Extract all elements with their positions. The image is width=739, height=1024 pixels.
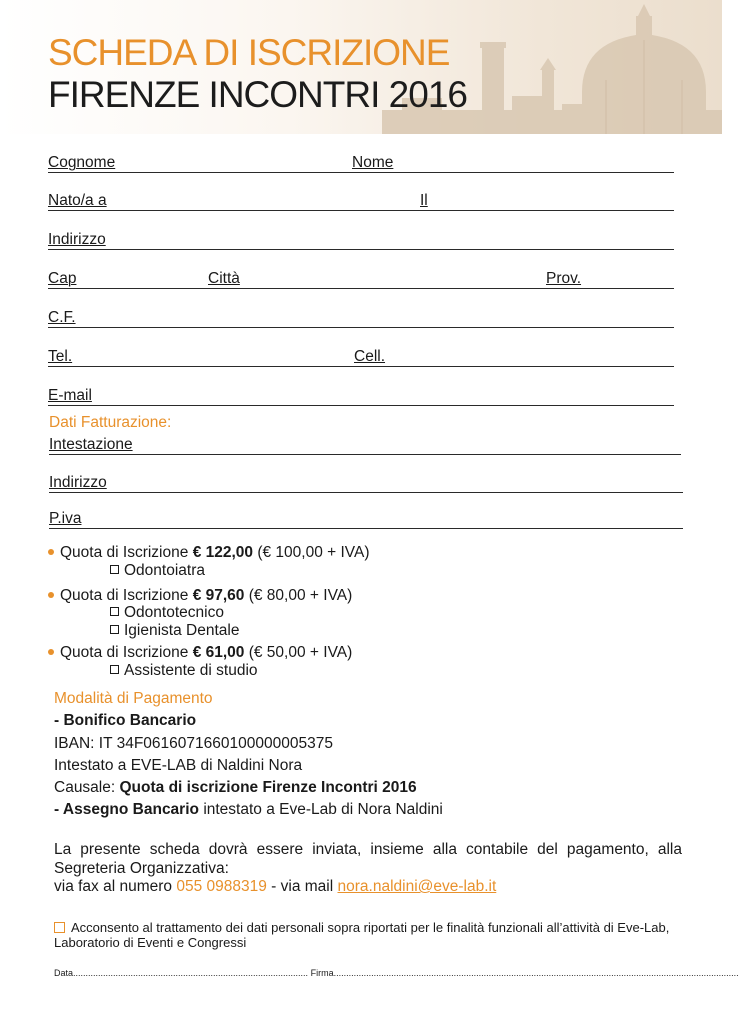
city-label: Città <box>208 270 240 287</box>
option-odontoiatra[interactable] <box>110 562 205 580</box>
birthplace-field[interactable] <box>48 190 420 211</box>
date-dots[interactable]: .............................................................................................. <box>73 968 309 978</box>
fee-item <box>48 644 352 662</box>
email-label: E-mail <box>48 387 92 404</box>
consent-checkbox[interactable] <box>54 922 65 933</box>
nome-label: Nome <box>352 154 394 171</box>
bullet-icon <box>48 649 54 655</box>
fee-prefix: Quota di Iscrizione <box>60 644 189 661</box>
fee-item <box>48 544 370 562</box>
form-title: SCHEDA DI ISCRIZIONE <box>48 32 450 73</box>
billing-name-label: Intestazione <box>49 436 133 453</box>
iban-text: IBAN: IT 34F0616071660100000005375 <box>54 735 333 752</box>
option-odontotecnico[interactable] <box>110 604 224 622</box>
checkbox-icon[interactable] <box>110 607 119 616</box>
phone-label: Tel. <box>48 348 73 365</box>
mobile-field[interactable] <box>354 346 674 367</box>
bullet-icon <box>48 549 54 555</box>
option-label: Odontoiatra <box>124 562 205 579</box>
vat-field[interactable] <box>49 508 683 529</box>
cheque-text: intestato a Eve-Lab di Nora Naldini <box>203 801 443 818</box>
cognome-label: Cognome <box>48 154 116 171</box>
option-label: Odontotecnico <box>124 604 224 621</box>
cap-field[interactable] <box>48 268 208 289</box>
payment-section-title: Modalità di Pagamento <box>54 690 213 707</box>
fee-amount: € 97,60 <box>192 587 245 604</box>
fee-prefix: Quota di Iscrizione <box>60 587 189 604</box>
contact-line <box>54 878 496 896</box>
email-field[interactable] <box>48 385 674 406</box>
mobile-label: Cell. <box>354 348 386 365</box>
cheque-line <box>54 801 443 819</box>
billing-address-field[interactable] <box>49 472 683 493</box>
checkbox-icon[interactable] <box>110 665 119 674</box>
fee-detail: (€ 80,00 + IVA) <box>248 587 353 604</box>
billing-section-title: Dati Fatturazione: <box>49 414 172 431</box>
city-field[interactable] <box>208 268 546 289</box>
email-link[interactable]: nora.naldini@eve-lab.it <box>337 878 497 895</box>
account-holder-text: Intestato a EVE-LAB di Naldini Nora <box>54 757 303 774</box>
tax-code-label: C.F. <box>48 309 76 326</box>
causale-value: Quota di iscrizione Firenze Incontri 2016 <box>119 779 417 796</box>
address-field[interactable] <box>48 229 674 250</box>
fax-number: 055 0988319 <box>176 878 267 895</box>
event-title: FIRENZE INCONTRI 2016 <box>48 74 467 115</box>
bullet-icon <box>48 592 54 598</box>
checkbox-icon[interactable] <box>110 565 119 574</box>
instructions-text: La presente scheda dovrà essere inviata, insieme alla contabile del pagamento, alla Segreteria Organizzativa: <box>54 841 682 877</box>
address-label: Indirizzo <box>48 231 106 248</box>
header-banner <box>0 0 722 134</box>
signature-dots[interactable]: .................................................................................................................................................................. <box>333 968 739 978</box>
phone-field[interactable] <box>48 346 354 367</box>
birthplace-label: Nato/a a <box>48 192 107 209</box>
consent-text: Acconsento al trattamento dei dati personali sopra riportati per le finalità funzionali all’attività di Eve-Lab, Laboratorio di Eventi e Congressi <box>54 920 670 950</box>
tax-code-field[interactable] <box>48 307 674 328</box>
signature-line <box>54 968 739 978</box>
fee-detail: (€ 50,00 + IVA) <box>248 644 353 661</box>
signature-label: Firma <box>310 968 334 978</box>
bank-transfer-heading: - Bonifico Bancario <box>54 712 197 729</box>
fee-detail: (€ 100,00 + IVA) <box>257 544 370 561</box>
fee-prefix: Quota di Iscrizione <box>60 544 189 561</box>
date-label: Data <box>54 968 74 978</box>
province-field[interactable] <box>546 268 674 289</box>
option-assistente[interactable] <box>110 662 258 680</box>
mail-prefix: - via mail <box>271 878 334 895</box>
province-label: Prov. <box>546 270 582 287</box>
consent-block <box>54 920 682 950</box>
fee-item <box>48 587 352 605</box>
cap-label: Cap <box>48 270 77 287</box>
option-label: Igienista Dentale <box>124 622 240 639</box>
causale-label: Causale: <box>54 779 116 796</box>
option-label: Assistente di studio <box>124 662 258 679</box>
option-igienista[interactable] <box>110 622 239 640</box>
cheque-heading: - Assegno Bancario <box>54 801 199 818</box>
fee-amount: € 122,00 <box>192 544 254 561</box>
billing-name-field[interactable] <box>49 434 681 455</box>
birthdate-label: Il <box>420 192 428 209</box>
cognome-field[interactable] <box>48 152 352 173</box>
nome-field[interactable] <box>352 152 674 173</box>
fax-prefix: via fax al numero <box>54 878 173 895</box>
vat-label: P.iva <box>49 510 82 527</box>
birthdate-field[interactable] <box>420 190 674 211</box>
causale-line <box>54 779 417 797</box>
checkbox-icon[interactable] <box>110 625 119 634</box>
billing-address-label: Indirizzo <box>49 474 107 491</box>
fee-amount: € 61,00 <box>192 644 245 661</box>
